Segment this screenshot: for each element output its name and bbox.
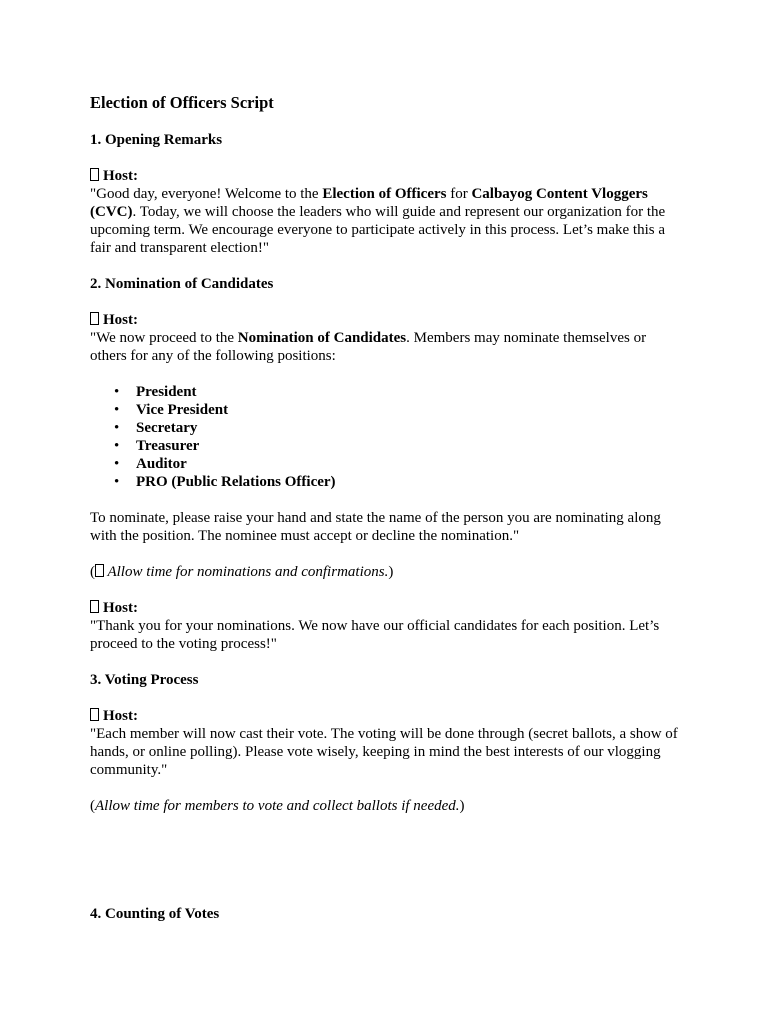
nomination-text-2: . Members may nominate themselves or others for any of the following positions: [90, 330, 647, 364]
missing-glyph-icon [90, 708, 99, 721]
opening-text-2: for [446, 186, 472, 202]
host-label-text: Host: [103, 600, 138, 616]
positions-list [90, 383, 680, 491]
section-heading-voting: 3. Voting Process [90, 672, 199, 688]
stage-open-paren: ( [90, 564, 95, 580]
stage-note: Allow time for members to vote and collect ballots if needed. [95, 798, 460, 814]
host-label-nomination [90, 311, 680, 329]
voting-paragraph: "Each member will now cast their vote. The voting will be done through (secret ballots, a show of hands, or online polling). Please vote wisely, keeping in mind the best interests of our vlogging community." [90, 726, 678, 778]
missing-glyph-icon [90, 600, 99, 613]
page-spacer [90, 833, 680, 905]
opening-bold-election: Election of Officers [322, 186, 447, 202]
section-heading-counting: 4. Counting of Votes [90, 906, 220, 922]
document-page [90, 93, 680, 941]
list-item-position: • Auditor [136, 455, 680, 473]
host-label-text: Host: [103, 312, 138, 328]
section-heading-nomination: 2. Nomination of Candidates [90, 276, 274, 292]
missing-glyph-icon [95, 564, 104, 577]
list-item-position: • Vice President [136, 401, 680, 419]
stage-note: Allow time for nominations and confirmations. [104, 564, 389, 580]
host-label-voting [90, 707, 680, 725]
section-heading-opening: 1. Opening Remarks [90, 132, 223, 148]
nomination-text-1: "We now proceed to the [90, 330, 238, 346]
stage-close-paren: ) [388, 564, 394, 580]
opening-remarks-paragraph [90, 185, 680, 257]
stage-close-paren: ) [459, 798, 465, 814]
host-label-nomination-2 [90, 599, 680, 617]
opening-text-1: "Good day, everyone! Welcome to the [90, 186, 323, 202]
document-title: Election of Officers Script [90, 93, 274, 112]
nomination-intro-paragraph [90, 329, 680, 365]
stage-open-paren: ( [90, 798, 95, 814]
host-label-text: Host: [103, 168, 138, 184]
missing-glyph-icon [90, 312, 99, 325]
opening-text-3: . Today, we will choose the leaders who will guide and represent our organization for the upcoming term. We encourage everyone to participate actively in this process. Let’s make this a fair and transparent election!" [90, 204, 666, 256]
list-item-position: • PRO (Public Relations Officer) [136, 473, 680, 491]
nomination-instruction-paragraph: To nominate, please raise your hand and state the name of the person you are nominating along with the position. The nominee must accept or decline the nomination." [90, 510, 661, 544]
missing-glyph-icon [90, 168, 99, 181]
list-item-position: • President [136, 383, 680, 401]
stage-direction-nominations [90, 563, 680, 581]
stage-direction-voting [90, 797, 680, 815]
list-item-position: • Secretary [136, 419, 680, 437]
opening-bold-organization: Calbayog Content Vloggers (CVC) [90, 186, 648, 220]
list-item-position: • Treasurer [136, 437, 680, 455]
nomination-bold: Nomination of Candidates [237, 330, 407, 346]
host-label-text: Host: [103, 708, 138, 724]
nomination-thanks-paragraph: "Thank you for your nominations. We now have our official candidates for each position. Let’s proceed to the voting process!" [90, 618, 660, 652]
host-label-opening [90, 167, 680, 185]
